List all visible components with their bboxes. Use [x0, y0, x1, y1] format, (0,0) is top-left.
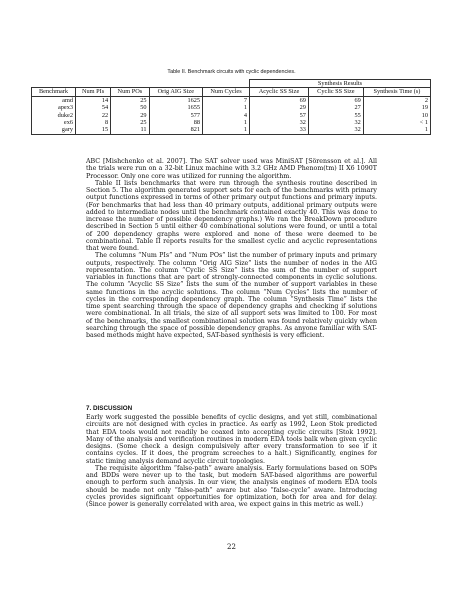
table-cell: 1: [203, 119, 250, 126]
table-cell: 50: [111, 104, 149, 111]
table-cell: 88: [149, 119, 203, 126]
column-header: Cyclic SS Size: [308, 88, 363, 96]
column-header: Benchmark: [32, 88, 76, 96]
table-cell: 1655: [149, 104, 203, 111]
paragraph-table-overview: Table II lists benchmarks that were run through the synthesis routine described in Section 5. The algorithm generated support sets for each of the benchmarks with primary output functions expressed in terms of other primary output functions and primary inputs. (For benchmarks that had less than 40 primary outputs, additional primary outputs were added to intermediate nodes until the benchmark contained exactly 40. This was done to increase the number of possible dependency graphs.) We ran the BreakDown procedure described in Section 5 until either 40 combinational solutions were found, or until a total of 200 dependency graphs were explored and none of these were deemed to be combinational. Table II reports results for the smallest cyclic and acyclic representations that were found.: [86, 179, 377, 252]
table-row: [32, 96, 431, 104]
table-cell: 25: [111, 119, 149, 126]
column-header: Num PIs: [76, 88, 111, 96]
results-text-block: [86, 158, 377, 339]
table-cell: 577: [149, 112, 203, 119]
table-column-header-row: [32, 88, 431, 96]
table-cell: 57: [250, 112, 309, 119]
table-cell: 33: [250, 126, 309, 134]
column-header: Acyclic SS Size: [250, 88, 309, 96]
table-cell: apex3: [32, 104, 76, 111]
table-cell: 25: [111, 96, 149, 104]
table-cell: 22: [76, 112, 111, 119]
table-cell: 27: [308, 104, 363, 111]
page-number: 22: [227, 543, 236, 551]
table-cell: ex6: [32, 119, 76, 126]
table-cell: 2: [363, 96, 430, 104]
table-row: [32, 119, 431, 126]
table-cell: 54: [76, 104, 111, 111]
paragraph-discussion-early-work: Early work suggested the possible benefits of cyclic designs, and yet still, combinational circuits are not designed with cycles in practice. As early as 1992, Leon Stok predicted that EDA tools would not readily be coaxed into accepting cyclic circuits [Stok 1992]. Many of the analysis and verification routines in modern EDA tools balk when given cyclic designs. (Some check a design compulsively after every transformation to see if it contains cycles. If it does, the program screeches to a halt.) Significantly, engines for static timing analysis demand acyclic circuit topologies.: [86, 414, 377, 465]
results-table: [31, 79, 431, 135]
table-cell: 69: [308, 96, 363, 104]
table-cell: 1625: [149, 96, 203, 104]
column-header: Synthesis Time (s): [363, 88, 430, 96]
table-cell: 821: [149, 126, 203, 134]
discussion-text-block: [86, 414, 377, 508]
table-cell: 69: [250, 96, 309, 104]
table-row: [32, 112, 431, 119]
table-cell: 11: [111, 126, 149, 134]
table-cell: 10: [363, 112, 430, 119]
table-row: [32, 126, 431, 134]
synthesis-results-header: Synthesis Results: [250, 80, 431, 88]
table-cell: 29: [250, 104, 309, 111]
section-heading-discussion: 7. DISCUSSION: [86, 405, 133, 412]
table-cell: 29: [111, 112, 149, 119]
table-cell: 15: [76, 126, 111, 134]
table-row: [32, 104, 431, 111]
table-cell: 32: [308, 126, 363, 134]
table-cell: amd: [32, 96, 76, 104]
table-cell: 32: [250, 119, 309, 126]
table-cell: 14: [76, 96, 111, 104]
table-cell: duke2: [32, 112, 76, 119]
paragraph-columns: The columns “Num PIs” and “Num POs” list the number of primary inputs and primary outputs, respectively. The column “Orig AIG Size” lists the number of nodes in the AIG representation. The column “Cyclic SS Size” lists the sum of the number of support variables in functions that are part of strongly-connected components in cyclic solutions. The column “Acyclic SS Size” lists the sum of the number of support variables in these same functions in the acyclic solutions. The column “Num Cycles” lists the number of cycles in the corresponding dependency graph. The column “Synthesis Time” lists the time spent searching through the space of dependency graphs and checking if solutions were combinational. In all trials, the size of all support sets was limited to 100. For most of the benchmarks, the smallest combinational solution was found relatively quickly when searching through the space of possible dependency graphs. As anyone familiar with SAT-based methods might have expected, SAT-based synthesis is very efficient.: [86, 252, 377, 339]
table-cell: 1: [203, 104, 250, 111]
blank-header-cell: [32, 80, 250, 88]
paragraph-setup: ABC [Mishchenko et al. 2007]. The SAT solver used was MiniSAT [Sörensson et al.]. All the trials were run on a 32-bit Linux machine with 3.2 GHz AMD Phenom(tm) II X6 1090T Processor. Only one core was utilized for running the algorithm.: [86, 158, 377, 180]
table-cell: gary: [32, 126, 76, 134]
table-cell: 4: [203, 112, 250, 119]
table-cell: 7: [203, 96, 250, 104]
table-caption: Table II. Benchmark circuits with cyclic dependencies.: [167, 69, 296, 75]
table-cell: 1: [363, 126, 430, 134]
paragraph-discussion-false-path: The requisite algorithm “false-path” aware analysis. Early formulations based on SOPs and BDDs were never up to the task, but modern SAT-based algorithms are powerful enough to perform such analysis. In our view, the analysis engines of modern EDA tools should be made not only “false-path” aware but also “false-cycle” aware. Introducing cycles provides significant opportunities for optimization, both for area and for delay. (Since power is generally correlated with area, we expect gains in this metric as well.): [86, 464, 377, 508]
table-cell: 55: [308, 112, 363, 119]
table-cell: 19: [363, 104, 430, 111]
table-cell: 8: [76, 119, 111, 126]
table-cell: 1: [203, 126, 250, 134]
table-cell: 32: [308, 119, 363, 126]
column-header: Num POs: [111, 88, 149, 96]
column-header: Orig AIG Size: [149, 88, 203, 96]
table-group-header-row: [32, 80, 431, 88]
table-cell: < 1: [363, 119, 430, 126]
column-header: Num Cycles: [203, 88, 250, 96]
